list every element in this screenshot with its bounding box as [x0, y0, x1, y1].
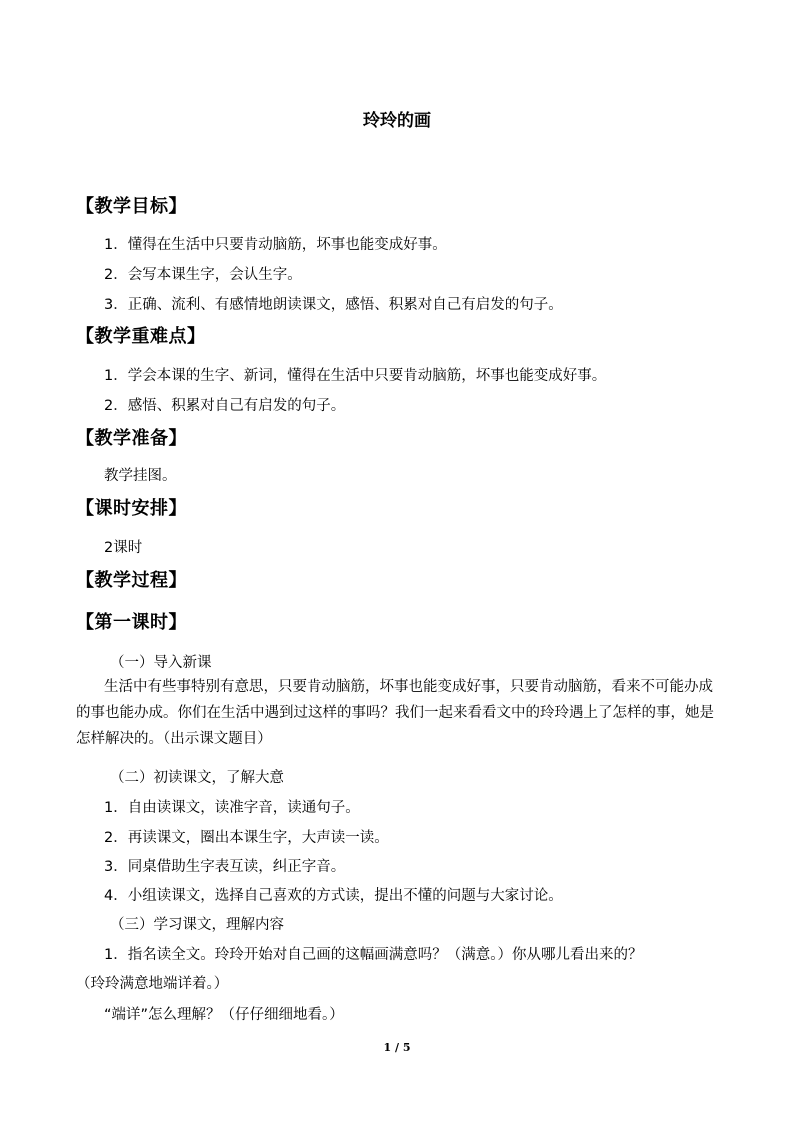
page-number: 1 / 5 — [383, 1041, 411, 1054]
page-title: 玲玲的画 — [363, 111, 431, 131]
heading-goals: 【教学目标】 — [76, 196, 187, 217]
heading-process: 【教学过程】 — [76, 570, 187, 591]
step2-heading: （二）初读课文，了解大意 — [110, 770, 284, 786]
step2-item: 1．自由读课文，读准字音，读通句子。 — [104, 800, 360, 816]
step2-item: 3．同桌借助生字表互读，纠正字音。 — [104, 859, 346, 875]
heading-first-lesson: 【第一课时】 — [76, 612, 187, 633]
step3-line: 1．指名读全文。玲玲开始对自己画的这幅画满意吗？（满意。）你从哪儿看出来的？ — [104, 947, 643, 963]
step3-line: （玲玲满意地端详着。） — [76, 976, 229, 992]
step2-item: 4．小组读课文，选择自己喜欢的方式读，提出不懂的问题与大家讨论。 — [104, 888, 563, 904]
step2-item: 2．再读课文，圈出本课生字，大声读一读。 — [104, 830, 389, 846]
heading-key-points: 【教学重难点】 — [76, 326, 206, 347]
goal-item: 3．正确、流利、有感情地朗读课文，感悟、积累对自己有启发的句子。 — [104, 297, 563, 313]
step3-heading: （三）学习课文，理解内容 — [110, 917, 284, 933]
heading-schedule: 【课时安排】 — [76, 498, 187, 519]
step1-heading: （一）导入新课 — [110, 655, 212, 671]
step3-line: “端详”怎么理解？（仔仔细细地看。） — [104, 1007, 344, 1023]
goal-item: 1．懂得在生活中只要肯动脑筋，坏事也能变成好事。 — [104, 237, 447, 253]
schedule-text: 2课时 — [104, 540, 143, 556]
step1-paragraph: 生活中有些事特别有意思，只要肯动脑筋，坏事也能变成好事，只要肯动脑筋，看来不可能办成的事也能办成。你们在生活中遇到过这样的事吗？我们一起来看看文中的玲玲遇上了怎样的事，她是怎样解决的。（出示课文题目） — [76, 679, 714, 747]
goal-item: 2．会写本课生字，会认生字。 — [104, 267, 302, 283]
preparation-text: 教学挂图。 — [104, 468, 177, 484]
key-point-item: 1．学会本课的生字、新词，懂得在生活中只要肯动脑筋，坏事也能变成好事。 — [104, 368, 607, 384]
heading-preparation: 【教学准备】 — [76, 428, 187, 449]
key-point-item: 2．感悟、积累对自己有启发的句子。 — [104, 398, 346, 414]
